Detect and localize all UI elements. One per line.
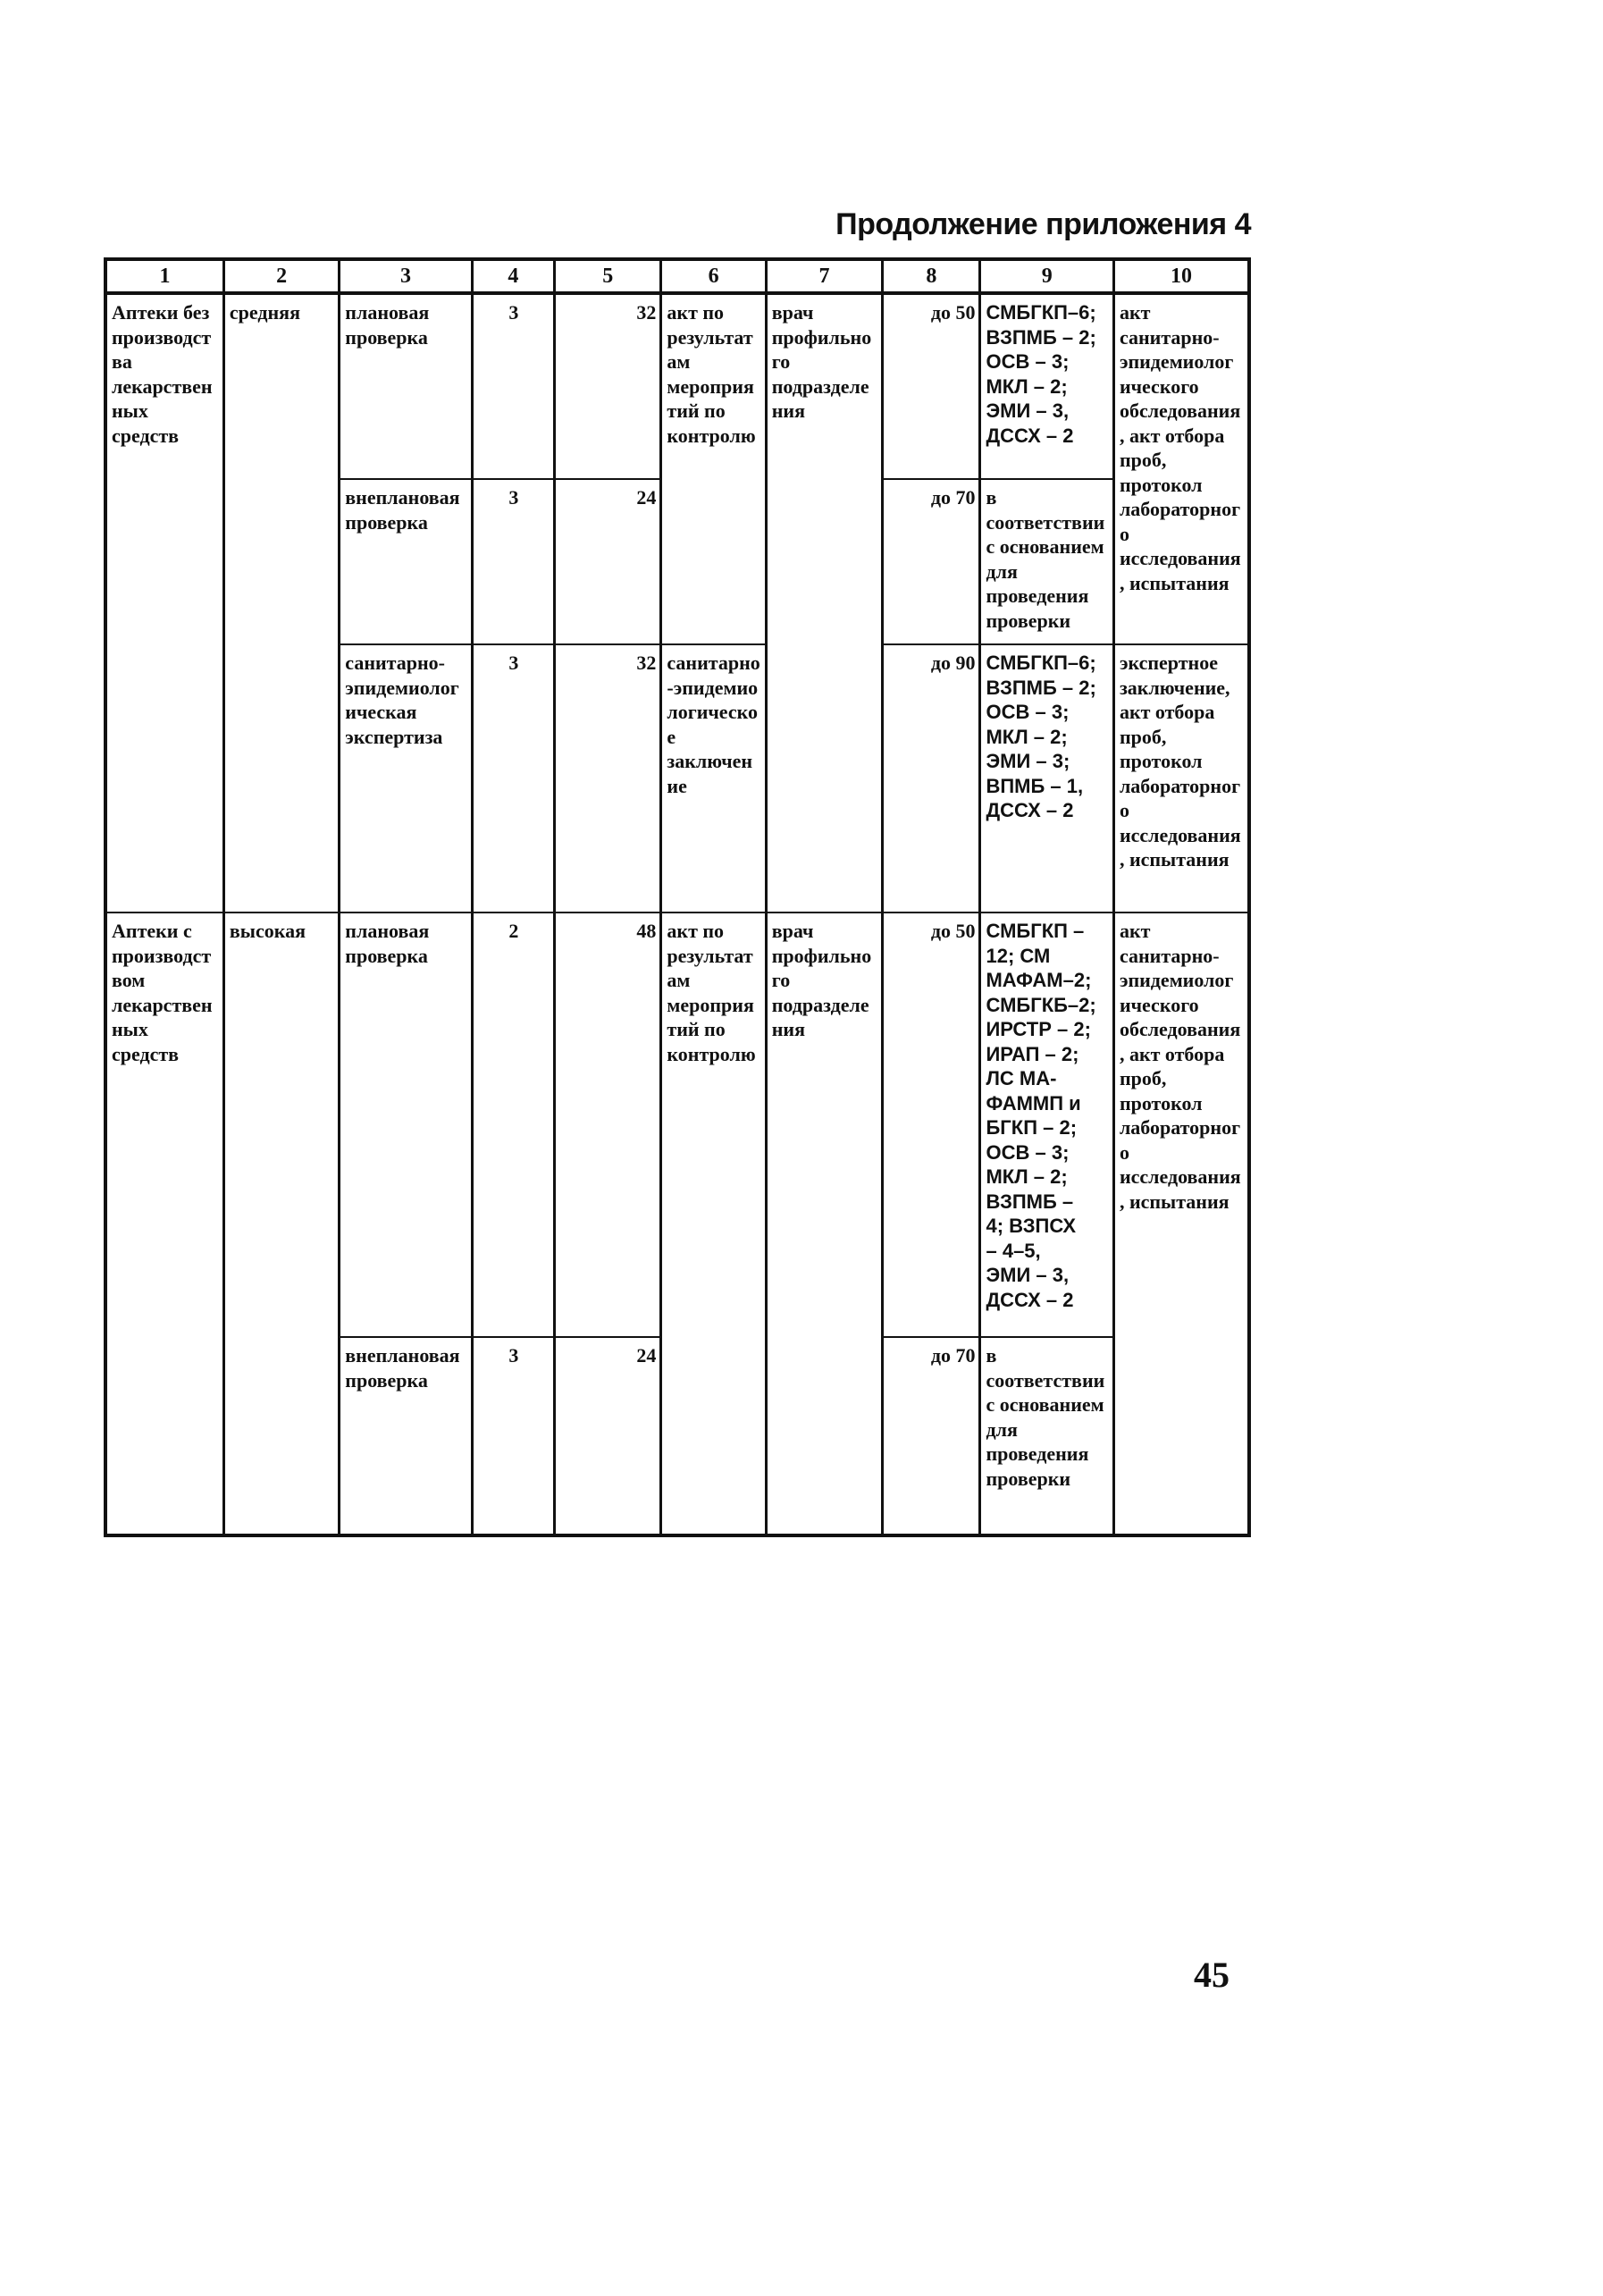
control-type-cell: внеплановая проверка	[340, 479, 472, 644]
column-number: 5	[555, 259, 661, 293]
continuation-title: Продолжение приложения 4	[835, 207, 1251, 241]
result-document-cell: акт по результатам мероприятий по контролю	[661, 293, 766, 644]
output-documents-cell: акт санитарно-эпидемиологического обследования, акт отбора проб, протокол лабораторного исследования, испытания	[1113, 913, 1249, 1535]
output-documents-cell: экспертное заключение, акт отбора проб, протокол лабораторного исследования, испытания	[1113, 644, 1249, 913]
control-type-cell: внеплановая проверка	[340, 1337, 472, 1535]
column-number: 6	[661, 259, 766, 293]
studies-cell: СМБГКП–6; ВЗПМБ – 2; ОСВ – 3; МКЛ – 2; ЭМИ – 3, ДССХ – 2	[980, 293, 1113, 479]
risk-category-cell: высокая	[223, 913, 339, 1535]
duration-days-cell: 3	[472, 293, 554, 479]
range-cell: до 70	[883, 1337, 980, 1535]
column-number: 10	[1113, 259, 1249, 293]
duration-days-cell: 3	[472, 479, 554, 644]
control-type-cell: плановая проверка	[340, 293, 472, 479]
object-type-cell: Аптеки с производством лекарственных средств	[105, 913, 223, 1535]
duration-days-cell: 2	[472, 913, 554, 1337]
range-cell: до 90	[883, 644, 980, 913]
studies-cell: в соответствии с основанием для проведения проверки	[980, 479, 1113, 644]
studies-cell: СМБГКП – 12; СМ МАФАМ–2; СМБГКБ–2; ИРСТР – 2; ИРАП – 2; ЛС МА- ФАММП и БГКП – 2; ОСВ – 3; МКЛ – 2; ВЗПМБ – 4; ВЗПСХ – 4–5, ЭМИ – 3, ДССХ – 2	[980, 913, 1113, 1337]
hours-cell: 32	[555, 644, 661, 913]
inspector-cell: врач профильного подразделения	[766, 293, 882, 913]
hours-cell: 24	[555, 1337, 661, 1535]
output-documents-cell: акт санитарно-эпидемиологического обследования, акт отбора проб, протокол лабораторного исследования, испытания	[1113, 293, 1249, 644]
column-number: 2	[223, 259, 339, 293]
duration-days-cell: 3	[472, 644, 554, 913]
range-cell: до 50	[883, 293, 980, 479]
range-cell: до 50	[883, 913, 980, 1337]
result-document-cell: санитарно-эпидемиологическое заключение	[661, 644, 766, 913]
range-cell: до 70	[883, 479, 980, 644]
table-row	[105, 913, 1249, 1337]
studies-cell: СМБГКП–6; ВЗПМБ – 2; ОСВ – 3; МКЛ – 2; ЭМИ – 3; ВПМБ – 1, ДССХ – 2	[980, 644, 1113, 913]
table-row	[105, 293, 1249, 479]
hours-cell: 32	[555, 293, 661, 479]
inspection-table	[104, 257, 1251, 1537]
column-number: 7	[766, 259, 882, 293]
hours-cell: 48	[555, 913, 661, 1337]
control-type-cell: плановая проверка	[340, 913, 472, 1337]
column-number: 9	[980, 259, 1113, 293]
inspector-cell: врач профильного подразделения	[766, 913, 882, 1535]
column-number: 8	[883, 259, 980, 293]
page-number: 45	[1194, 1955, 1230, 1995]
studies-cell: в соответствии с основанием для проведения проверки	[980, 1337, 1113, 1535]
column-number: 4	[472, 259, 554, 293]
risk-category-cell: средняя	[223, 293, 339, 913]
column-number: 1	[105, 259, 223, 293]
object-type-cell: Аптеки без производства лекарственных средств	[105, 293, 223, 913]
hours-cell: 24	[555, 479, 661, 644]
column-number-row	[105, 259, 1249, 293]
result-document-cell: акт по результатам мероприятий по контролю	[661, 913, 766, 1535]
column-number: 3	[340, 259, 472, 293]
duration-days-cell: 3	[472, 1337, 554, 1535]
control-type-cell: санитарно-эпидемиологическая экспертиза	[340, 644, 472, 913]
